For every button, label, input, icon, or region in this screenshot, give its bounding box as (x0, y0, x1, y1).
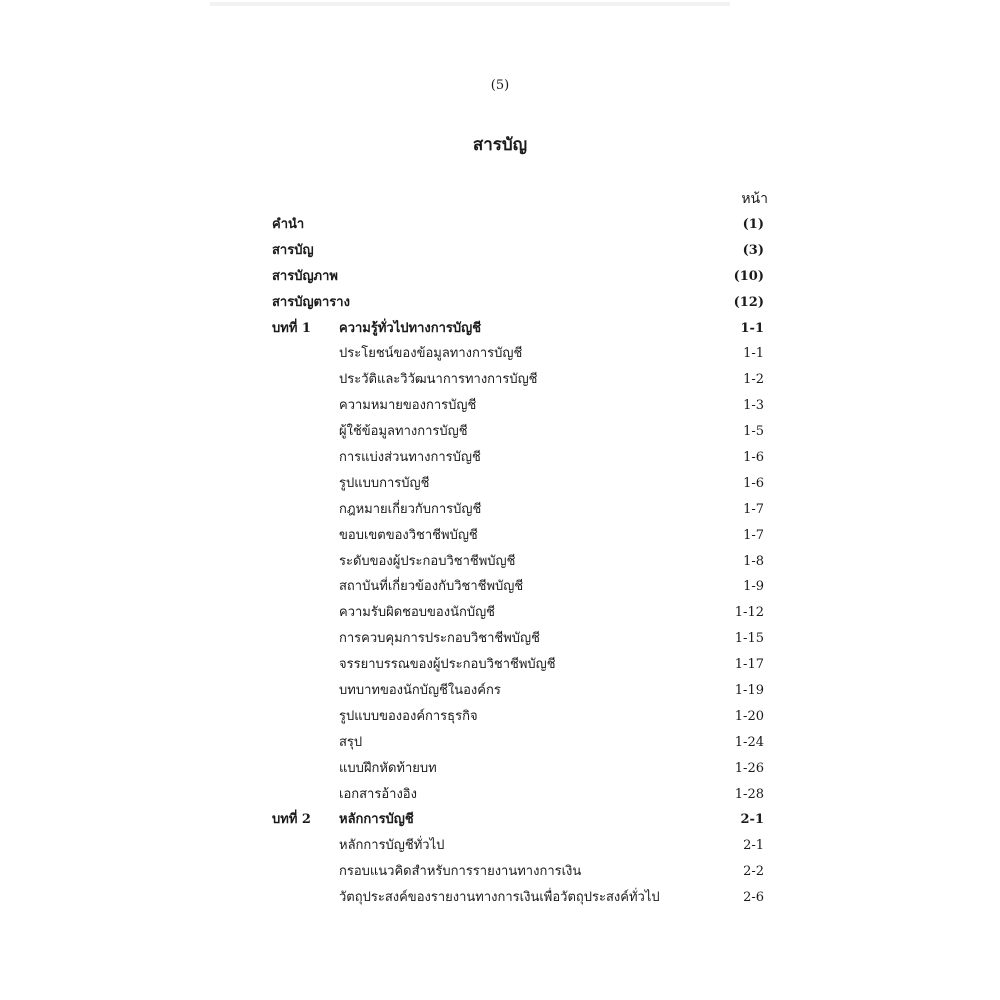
toc-entry-title: ความหมายของการบัญชี (339, 398, 477, 414)
toc-entry-page: (3) (742, 242, 764, 258)
toc-entry-page: (10) (733, 268, 764, 284)
page-number: (5) (490, 78, 510, 93)
toc-entry (0, 341, 1000, 367)
toc-entry (0, 678, 1000, 704)
toc-entry-title: แบบฝึกหัดท้ายบท (339, 760, 437, 776)
toc-entry-page: 1-2 (743, 372, 764, 388)
toc-entry-title: คำนำ (272, 217, 305, 232)
toc-entry (0, 756, 1000, 782)
toc-entry-page: 1-3 (743, 398, 764, 414)
toc-entry-title: วัตถุประสงค์ของรายงานทางการเงินเพื่อวัตถุประสงค์ทั่วไป (339, 890, 660, 906)
toc-entry-title: สารบัญตาราง (272, 294, 350, 310)
toc-entry (0, 730, 1000, 756)
toc-entry-title: รูปแบบการบัญชี (339, 475, 430, 491)
toc-entry (0, 445, 1000, 471)
toc-entry-title: ประวัติและวิวัฒนาการทางการบัญชี (339, 372, 538, 388)
toc-entry (0, 316, 1000, 342)
page-column-header: หน้า (741, 191, 768, 207)
toc-entry-page: 1-12 (734, 605, 764, 621)
toc-entry-page: 1-7 (743, 527, 764, 543)
toc-entry (0, 859, 1000, 885)
toc-entry (0, 833, 1000, 859)
toc-entry-page: 1-15 (734, 631, 764, 647)
toc-entry-page: 2-1 (740, 812, 764, 828)
toc-entry-page: 1-17 (734, 657, 764, 673)
toc-entry-title: ผู้ใช้ข้อมูลทางการบัญชี (339, 424, 468, 440)
toc-entry-page: 1-24 (734, 734, 764, 750)
toc-entry-title: ระดับของผู้ประกอบวิชาชีพบัญชี (339, 553, 516, 569)
toc-entry-page: (12) (733, 294, 764, 310)
toc-entry-title: ความรู้ทั่วไปทางการบัญชี (339, 320, 482, 336)
toc-entry (0, 885, 1000, 911)
toc-entry-title: ความรับผิดชอบของนักบัญชี (339, 605, 495, 621)
toc-entry-title: ประโยชน์ของข้อมูลทางการบัญชี (339, 346, 523, 362)
toc-entry (0, 523, 1000, 549)
toc-chapter-number: บทที่ 2 (272, 812, 311, 828)
toc-entry-title: กรอบแนวคิดสำหรับการรายงานทางการเงิน (339, 864, 582, 880)
toc-entry (0, 497, 1000, 523)
toc-entry-page: 1-1 (740, 320, 764, 336)
toc-entry (0, 290, 1000, 316)
toc-entry-page: 1-20 (734, 708, 764, 724)
toc-entry-page: 1-1 (743, 346, 764, 362)
toc-entry-page: 1-26 (734, 760, 764, 776)
toc-entry (0, 212, 1000, 238)
toc-entry-page: 1-28 (734, 786, 764, 802)
toc-entry (0, 471, 1000, 497)
toc-entry (0, 367, 1000, 393)
toc-entry-page: 2-2 (743, 864, 764, 880)
toc-entry-title: การควบคุมการประกอบวิชาชีพบัญชี (339, 631, 540, 647)
toc-entry-page: 2-1 (743, 838, 764, 854)
table-of-contents (0, 212, 1000, 911)
toc-entry-page: 1-6 (743, 450, 764, 466)
toc-entry-title: เอกสารอ้างอิง (339, 786, 417, 802)
toc-entry (0, 419, 1000, 445)
toc-entry-title: หลักการบัญชีทั่วไป (339, 838, 445, 854)
toc-entry (0, 574, 1000, 600)
toc-entry-title: กฎหมายเกี่ยวกับการบัญชี (339, 501, 482, 517)
toc-entry-page: 1-7 (743, 501, 764, 517)
toc-entry (0, 626, 1000, 652)
toc-entry (0, 549, 1000, 575)
toc-entry (0, 652, 1000, 678)
scan-artifact (210, 2, 730, 6)
toc-entry (0, 264, 1000, 290)
toc-entry-page: 1-8 (743, 553, 764, 569)
toc-entry (0, 782, 1000, 808)
toc-entry-page: (1) (742, 217, 764, 232)
page-title: สารบัญ (472, 135, 528, 155)
toc-entry-title: จรรยาบรรณของผู้ประกอบวิชาชีพบัญชี (339, 657, 556, 673)
toc-entry (0, 704, 1000, 730)
toc-entry-title: สถาบันที่เกี่ยวข้องกับวิชาชีพบัญชี (339, 579, 524, 595)
toc-entry-title: บทบาทของนักบัญชีในองค์กร (339, 683, 501, 699)
toc-entry-title: สรุป (339, 734, 363, 750)
toc-entry (0, 600, 1000, 626)
toc-entry-page: 1-5 (743, 424, 764, 440)
toc-entry-page: 1-6 (743, 475, 764, 491)
toc-entry (0, 807, 1000, 833)
toc-chapter-number: บทที่ 1 (272, 320, 311, 336)
toc-entry-title: สารบัญภาพ (272, 268, 338, 284)
toc-entry-title: รูปแบบขององค์การธุรกิจ (339, 708, 478, 724)
toc-entry-page: 1-9 (743, 579, 764, 595)
toc-entry-title: หลักการบัญชี (339, 812, 414, 828)
toc-entry-page: 1-19 (734, 683, 764, 699)
toc-entry-title: ขอบเขตของวิชาชีพบัญชี (339, 527, 478, 543)
toc-entry-title: สารบัญ (272, 242, 314, 258)
toc-entry-title: การแบ่งส่วนทางการบัญชี (339, 450, 481, 466)
toc-entry (0, 393, 1000, 419)
toc-entry-page: 2-6 (743, 890, 764, 906)
toc-entry (0, 238, 1000, 264)
